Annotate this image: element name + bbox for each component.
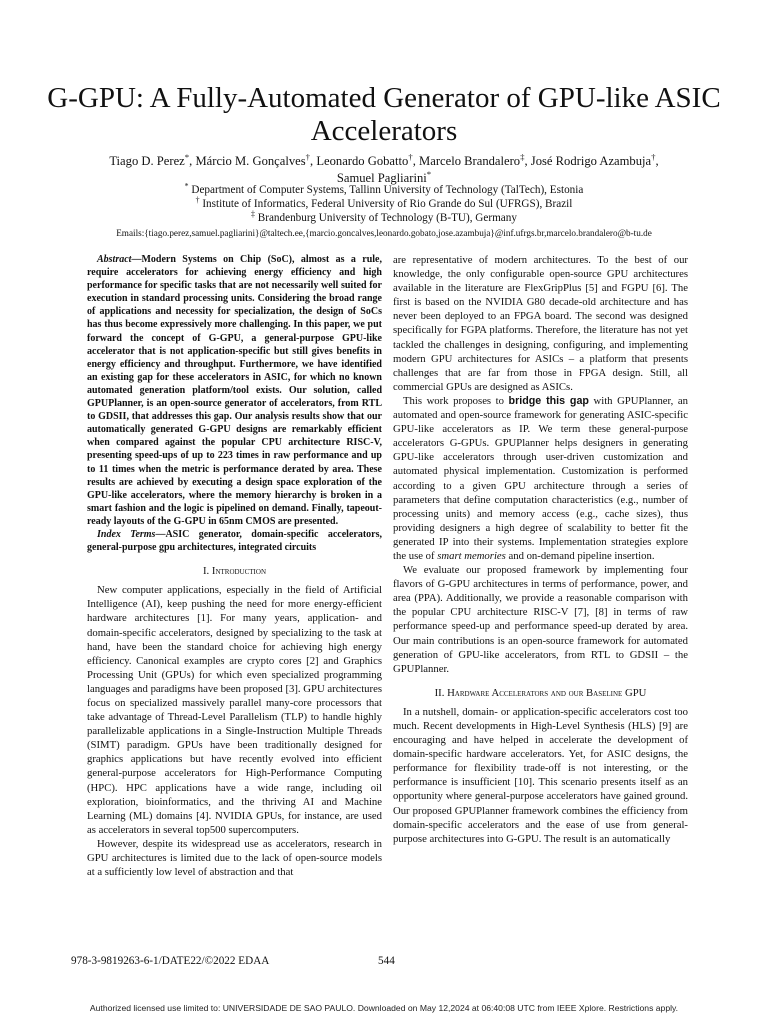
author-emails: Emails:{tiago.perez,samuel.pagliarini}@taltech.ee,{marcio.goncalves,leonardo.gobato,jose.azambuja}@inf.ufrgs.br,marcelo.brandalero@b-tu.de	[116, 228, 652, 238]
paper-title: G-GPU: A Fully-Automated Generator of GPU-like ASIC Accelerators	[47, 82, 721, 147]
author-name: , Leonardo Gobatto	[310, 154, 409, 168]
left-column	[87, 253, 382, 879]
affiliation-text: Brandenburg University of Technology (B-TU), Germany	[257, 212, 517, 224]
index-terms-label: Index Terms	[97, 528, 156, 540]
paragraph: are representative of modern architectures. To the best of our knowledge, the only configurable open-source GPU architectures available in the literature are FlexGripPlus [5] and FGPU [6]. The first is based on the NVIDIA G80 decade-old architecture and has never been deployed to an FPGA board. The second was designed specifically for FGPA platforms. Therefore, the literature has not yet tackled the challenges in designing, configuring, and implementing modern GPU architectures for ASICs – a platform that presents challenges that are far from those in FPGA design. Still, all commercial GPUs are designed as ASICs.	[393, 254, 688, 393]
right-column	[393, 253, 688, 846]
license-notice: Authorized licensed use limited to: UNIVERSIDADE DE SAO PAULO. Downloaded on May 12,2024 at 06:40:08 UTC from IEEE Xplore. Restrictions apply.	[89, 1003, 679, 1013]
paragraph: In a nutshell, domain- or application-specific accelerators cost too much. Recent developments in High-Level Synthesis (HLS) [9] are encouraging and have helped in accelerate the development of domain-specific hardware accelerators. Yet, for ASIC designs, the performance for flexibility trade-off is not interesting, or the performance is insufficient [10]. This scenario presents itself as an opportunity where general-purpose accelerators have gained ground. Our proposed GPUPlanner framework combines the efficiency from domain-specific accelerators and the ease of use from general-purpose architectures into G-GPU. The result is an automatically	[393, 705, 688, 845]
section-title: Hardware Accelerators and our Baseline GPU	[447, 686, 647, 699]
affiliation-mark: †	[195, 195, 200, 205]
paragraph	[393, 394, 688, 563]
abstract-text: —Modern Systems on Chip (SoC), almost as a rule, require accelerators for achieving energy efficiency and high performance for specific tasks that are not necessarily well suited for execution in standard processing units. Considering the broad range of applications and necessity for specialization, the design of SoCs has thus become expressively more challenging. In this paper, we put forward the concept of G-GPU, a general-purpose GPU-like accelerator that is not application-specific but still gives benefits in energy efficiency and throughput. Furthermore, we have identified an existing gap for these accelerators in ASIC, for which no known automated generation platform/tool exists. Our solution, called GPUPlanner, is an open-source generator of accelerators, from RTL to GDSII, that addresses this gap. Our analysis results show that our automatically generated G-GPU designs are remarkably efficient when compared against the popular CPU architecture RISC-V, presenting speed-ups of up to 223 times in raw performance and up to 11 times when the metric is performance derated by area. These results are achieved by executing a design space exploration of the GPU-like accelerators, where the memory hierarchy is broken in a smart fashion and the logic is pipelined on demand. Finally, tapeout-ready layouts of the G-GPU in 65nm CMOS are presented.	[87, 254, 382, 527]
affiliation-text: Institute of Informatics, Federal University of Rio Grande do Sul (UFRGS), Brazil	[202, 198, 573, 210]
author-mark: *	[426, 168, 432, 179]
author-line-1	[109, 151, 659, 168]
index-terms	[87, 528, 382, 554]
section-number: I.	[202, 565, 210, 578]
paragraph-text: This work proposes to	[403, 394, 509, 407]
author-name: Samuel Pagliarini	[336, 171, 427, 185]
affiliation-mark: ‡	[251, 209, 255, 219]
abstract-label: Abstract	[97, 254, 132, 265]
paragraph-text: and on-demand pipeline insertion.	[505, 549, 655, 562]
index-terms-text: —ASIC generator, domain-specific accelerators, general-purpose gpu architectures, integrated circuits	[87, 528, 382, 554]
paragraph: However, despite its widespread use as accelerators, research in GPU architectures is limited due to the lack of open-source models at a sufficiently low level of abstraction and that	[87, 837, 382, 879]
author-separator: ,	[655, 154, 659, 168]
section-heading-hardware-accelerators	[393, 686, 688, 700]
affiliation-item	[40, 183, 728, 197]
affiliation-item	[40, 211, 728, 225]
author-mark: †	[408, 151, 413, 162]
author-mark: *	[184, 151, 190, 162]
affiliation-item	[40, 197, 728, 211]
author-mark: †	[651, 151, 656, 162]
affiliation-mark: *	[184, 181, 189, 191]
isbn-notice: 978-3-9819263-6-1/DATE22/©2022 EDAA	[71, 955, 270, 967]
paragraph: New computer applications, especially in the field of Artificial Intelligence (AI), keep pushing the need for more energy-efficient hardware architectures [1]. For many years, application- and domain-specific accelerators, designed by specializing to the task at hand, have been the standard choice for achieving high energy efficiency. Canonical examples are crypto cores [2] and Graphics Processing Unit (GPUs) for which even specialized programming languages and paradigms have been proposed [3]. GPU architectures focus on specialized massively parallel many-core processors that take advantage of Thread-Level Parallelism (TLP) to handle highly parallelizable applications in a Single-Instruction Multiple Threads (SIMT) paradigm. GPUs have been traditionally designed for graphics applications but have recently evolved into efficient general-purpose accelerators for High-Performance Computing (HPC). HPC applications have a wide range, including oil exploration, bioinformatics, and the thriving AI and Machine Learning (ML) domains [4]. NVIDIA GPUs, for instance, are used as accelerators in several top500 supercomputers.	[87, 584, 382, 836]
section-number: II.	[434, 686, 445, 699]
author-name: , Marcelo Brandalero	[412, 154, 521, 168]
page-number: 544	[378, 955, 395, 967]
author-name: , Márcio M. Gonçalves	[189, 154, 306, 168]
emphasis-bold: bridge this gap	[508, 394, 589, 407]
author-name: Tiago D. Perez	[109, 154, 185, 168]
section-title: Introduction	[211, 565, 267, 578]
author-mark: †	[305, 151, 311, 162]
paragraph: We evaluate our proposed framework by implementing four flavors of G-GPU architectures in terms of performance, power, and area (PPA). Additionally, we provide a reasonable comparison with the popular CPU architecture RISC-V [7], [8] in terms of raw performance speed-up and performance speed-up derated by area. Our main contributions is an open-source framework for automated generation of GPU-like accelerators, from RTL to GDSII – the GPUPlanner.	[393, 564, 688, 675]
section-heading-introduction	[87, 564, 382, 578]
affiliation-text: Department of Computer Systems, Tallinn University of Technology (TalTech), Estonia	[191, 184, 584, 196]
affiliation-list	[40, 183, 728, 225]
abstract	[87, 253, 382, 528]
emphasis-italic: smart memories	[437, 549, 506, 562]
author-mark: ‡	[520, 151, 525, 162]
paragraph-text: with GPUPlanner, an automated and open-source framework for generating ASIC-specific GPU-like accelerators as IP. We term these general-purpose accelerators G-GPUs. GPUPlanner helps designers in generating GPU-like accelerators through user-driven customization and automated physical implementation. Customization is performed according to a given GPU architecture through a series of parameters that define computation characteristics (e.g., number of processing units) and memory access (e.g., cache sizes), thus providing designers a high degree of scalability to better fit the generated IP into their systems. Implementation strategies explore the use of	[393, 394, 688, 562]
author-list	[60, 153, 708, 187]
author-name: , José Rodrigo Azambuja	[524, 154, 652, 168]
